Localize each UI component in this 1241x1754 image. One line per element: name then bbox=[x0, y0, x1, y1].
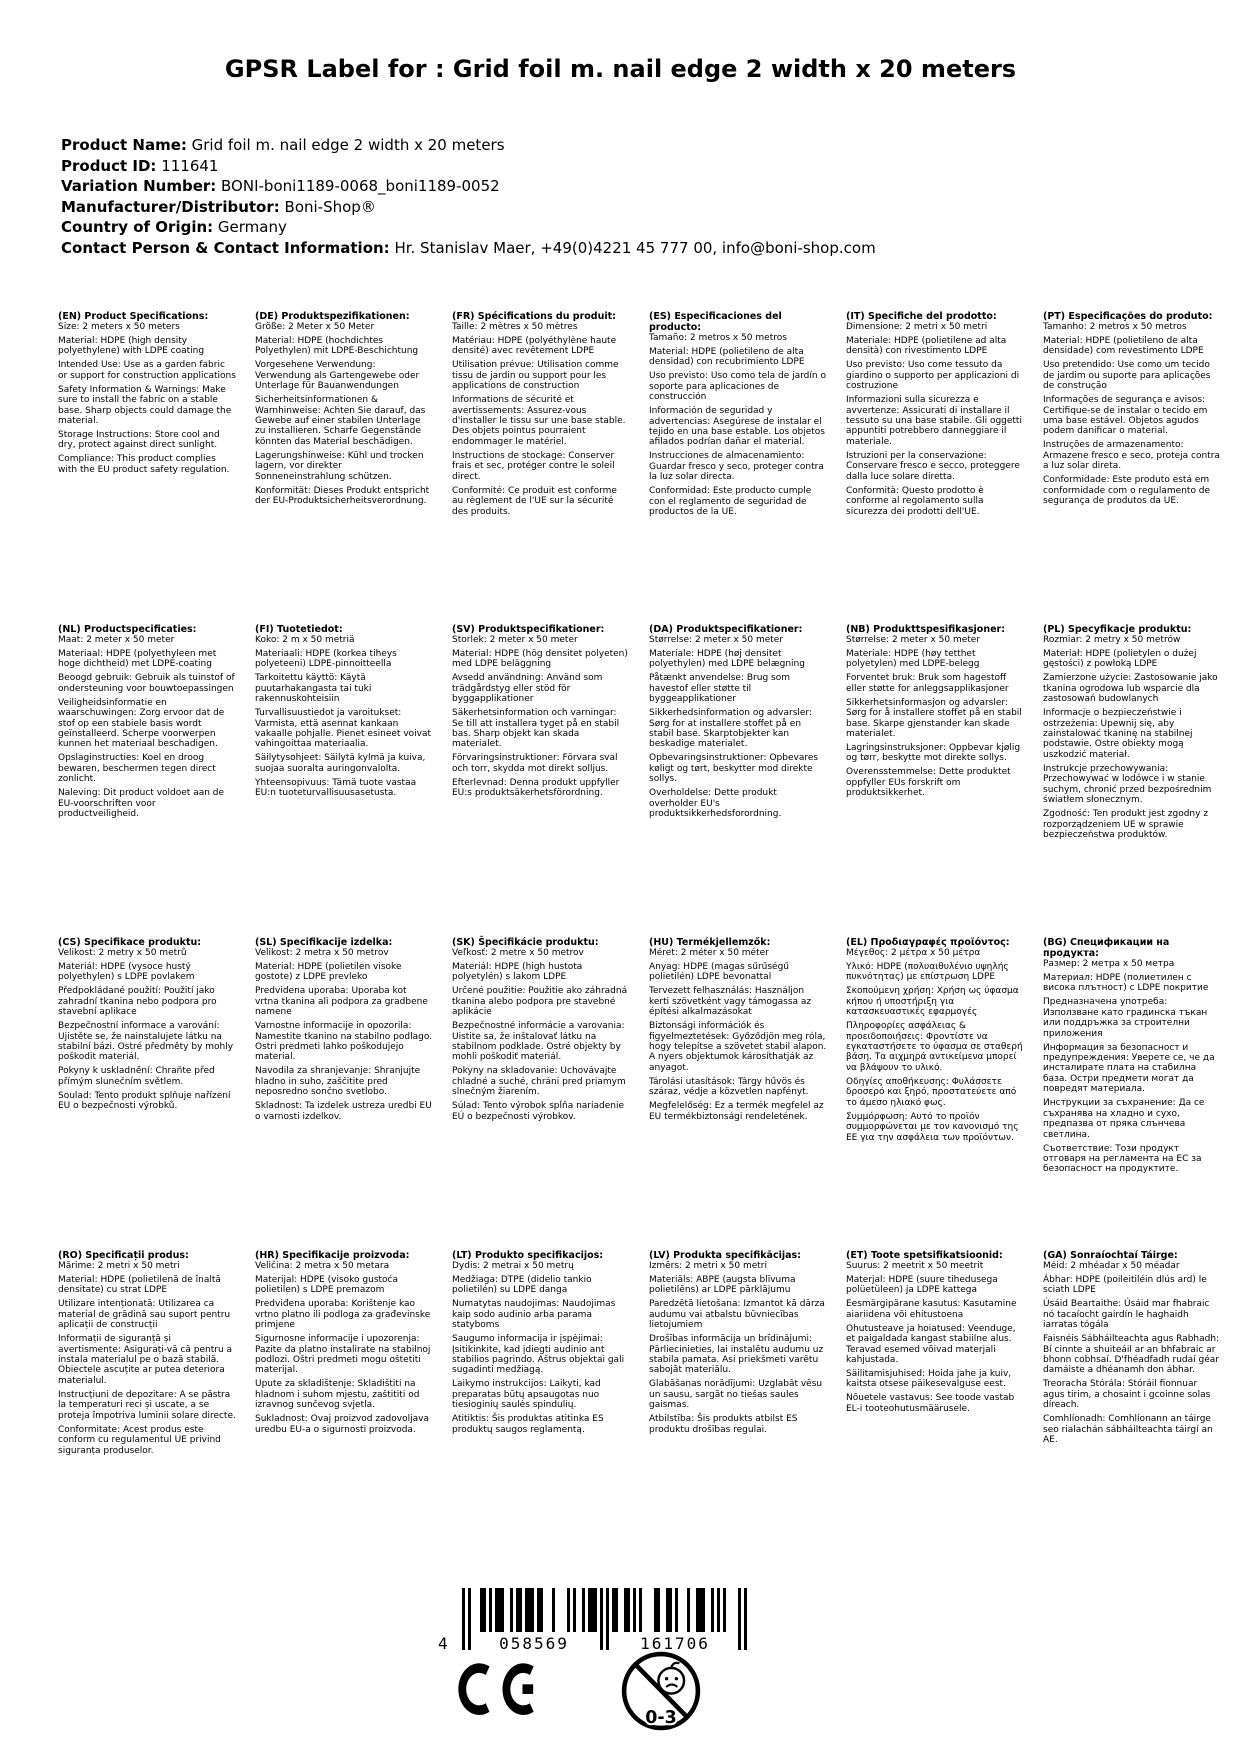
lang-block-paragraph: Drošības informācija un brīdinājumi: Pārliecinieties, lai instalētu audumu uz stabila pamata. Asi priekšmeti varētu sabojāt materiālu. bbox=[649, 1334, 824, 1376]
lang-block-paragraph: Safety Information & Warnings: Make sure to install the fabric on a stable base. Sharp objects could damage the material. bbox=[58, 384, 232, 427]
lang-block-paragraph: Material: HDPE (high density polyethylene) with LDPE coating bbox=[58, 335, 205, 357]
lang-block-paragraph: Instrucțiuni de depozitare: A se păstra la temperaturi reci și uscate, a se proteja împotriva luminii solare directe. bbox=[58, 1389, 236, 1421]
lang-block-paragraph: Uso previsto: Uso como tela de jardín o soporte para aplicaciones de construcción bbox=[649, 371, 826, 403]
lang-block-paragraph: Méid: 2 mhéadar x 50 méadar bbox=[1043, 1261, 1180, 1272]
lang-block-paragraph: Treoracha Stórála: Stóráil fionnuar agus tirim, a chosaint i gcoinne solas díreach. bbox=[1043, 1379, 1211, 1411]
lang-block-paragraph: Určené použitie: Použitie ako záhradná tkanina alebo podpora pre stavebné aplikácie bbox=[452, 986, 628, 1018]
lang-block-paragraph: Instrucciones de almacenamiento: Guardar fresco y seco, proteger contra la luz solar directa. bbox=[649, 451, 824, 483]
lang-block-paragraph: Úsáid Beartaithe: Úsáid mar fhabraic nó tacaíocht gairdín le haghaidh iarratas tógála bbox=[1043, 1299, 1210, 1331]
lang-block-pl bbox=[1043, 624, 1221, 937]
lang-block-hr bbox=[255, 1250, 433, 1563]
lang-block-lv bbox=[649, 1250, 827, 1563]
lang-block-paragraph: Numatytas naudojimas: Naudojimas kaip sodo audinio arba parama statyboms bbox=[452, 1299, 616, 1331]
lang-block-paragraph: Predviđena uporaba: Korištenje kao vrtno platno ili podloga za građevinske primjene bbox=[255, 1299, 431, 1331]
lang-block-paragraph: Předpokládané použití: Použití jako zahradní tkanina nebo podpora pro stavební aplikace bbox=[58, 986, 217, 1018]
lang-block-paragraph: Dydis: 2 metrai x 50 metrų bbox=[452, 1261, 574, 1272]
product-info bbox=[61, 135, 876, 259]
info-value: Hr. Stanislav Maer, +49(0)4221 45 777 00, info@boni-shop.com bbox=[389, 238, 876, 257]
lang-block-paragraph: Sikkerhedsinformation og advarsler: Sørg for at installere stoffet på en stabil base. Skarptobjekter kan beskadige materialet. bbox=[649, 708, 812, 750]
lang-block-paragraph: Säilitamisjuhised: Hoida jahe ja kuiv, kaitsta otsese päikesevalguse eest. bbox=[846, 1368, 1012, 1390]
lang-block-es bbox=[649, 311, 827, 624]
lang-block-paragraph: Yhteensopivuus: Tämä tuote vastaa EU:n tuoteturvallisuusasetusta. bbox=[255, 777, 417, 799]
lang-block-paragraph: Instrukcje przechowywania: Przechowywać w lodówce i w stanie suchym, chronić przed bezpośrednim światłem słonecznym. bbox=[1043, 763, 1212, 806]
lang-block-paragraph: Matériau: HDPE (polyéthylène haute densité) avec revêtement LDPE bbox=[452, 335, 617, 357]
lang-block-paragraph: Zgodność: Ten produkt jest zgodny z rozporządzeniem UE w sprawie bezpieczeństwa produktów. bbox=[1043, 809, 1209, 840]
lang-block-paragraph: Biztonsági információk és figyelmeztetések: Győződjön meg róla, hogy telepítse a szövetet stabil alapon. A nyers objektumok károsíthatják az anyagot. bbox=[649, 1021, 827, 1073]
lang-block-fi bbox=[255, 624, 433, 937]
lang-block-paragraph: Μέγεθος: 2 μέτρα x 50 μέτρα bbox=[846, 948, 981, 959]
lang-block-paragraph: Turvallisuustiedot ja varoitukset: Varmista, että asennat kankaan vakaalle pohjalle. Pienet esineet voivat vahingoittaa materiaalia. bbox=[255, 708, 432, 750]
lang-block-paragraph: Veľkosť: 2 metre x 50 metrov bbox=[452, 948, 584, 959]
lang-block-cs bbox=[58, 937, 236, 1250]
lang-block-paragraph: Varnostne informacije in opozorila: Namestite tkanino na stabilno podlago. Ostri predmeti lahko poškodujejo material. bbox=[255, 1021, 433, 1063]
info-row-3 bbox=[61, 197, 876, 218]
lang-block-heading: (EL) Προδιαγραφές προϊόντος: bbox=[846, 937, 1010, 948]
lang-block-paragraph: Atitiktis: Šis produktas atitinka ES produktų saugos reglamentą. bbox=[452, 1414, 604, 1435]
lang-block-paragraph: Instruções de armazenamento: Armazene fresco e seco, proteja contra a luz solar direta. bbox=[1043, 440, 1220, 472]
lang-block-paragraph: Uso pretendido: Use como um tecido de jardim ou suporte para aplicações de construção bbox=[1043, 360, 1211, 392]
lang-block-paragraph: Storlek: 2 meter x 50 meter bbox=[452, 635, 578, 646]
lang-block-paragraph: Tarkoitettu käyttö: Käytä puutarhakangasta tai tuki rakennuskohteisiin bbox=[255, 673, 372, 705]
lang-block-paragraph: Intended Use: Use as a garden fabric or support for construction applications bbox=[58, 360, 236, 381]
lang-block-heading: (HU) Termékjellemzők: bbox=[649, 937, 771, 948]
lang-block-paragraph: Conformitate: Acest produs este conform cu regulamentul UE privind siguranța produselor. bbox=[58, 1424, 221, 1456]
lang-block-paragraph: Saugumo informacija ir įspėjimai: Įsitikinkite, kad įdiegti audinio ant stabilios pagrindo. Aštrus objektai gali sugadinti medžiagą. bbox=[452, 1334, 625, 1376]
lang-block-paragraph: Predvidena uporaba: Uporaba kot vrtna tkanina ali podpora za gradbene namene bbox=[255, 986, 428, 1018]
lang-block-paragraph: Materijal: HDPE (visoko gustoća polietilen) s LDPE premazom bbox=[255, 1274, 399, 1296]
lang-block-pt bbox=[1043, 311, 1221, 624]
info-value: Boni-Shop® bbox=[279, 197, 376, 216]
lang-block-sk bbox=[452, 937, 630, 1250]
lang-block-paragraph: Opbevaringsinstruktioner: Opbevares køligt og tørt, beskytter mod direkte sollys. bbox=[649, 753, 819, 785]
lang-block-paragraph: Conformidad: Este producto cumple con el reglamento de seguridad de productos de la UE. bbox=[649, 486, 812, 518]
lang-block-paragraph: Størrelse: 2 meter x 50 meter bbox=[846, 635, 981, 646]
lang-block-paragraph: Material: HDPE (polietileno de alta densidade) com revestimento LDPE bbox=[1043, 335, 1204, 357]
lang-block-paragraph: Zamierzone użycie: Zastosowanie jako tkanina ogrodowa lub wsparcie dla zastosowań budowlanych bbox=[1043, 673, 1218, 705]
lang-block-paragraph: Utilisation prévue: Utilisation comme tissu de jardin ou support pour les applications de construction bbox=[452, 360, 619, 392]
lang-block-paragraph: Tamanho: 2 metros x 50 metros bbox=[1043, 322, 1187, 333]
lang-block-nb bbox=[846, 624, 1024, 937]
lang-block-paragraph: Veličina: 2 metra x 50 metara bbox=[255, 1261, 390, 1272]
info-label: Country of Origin: bbox=[61, 218, 214, 237]
lang-block-sv bbox=[452, 624, 630, 937]
lang-block-paragraph: Material: HDPE (polietilenă de înaltă densitate) cu strat LDPE bbox=[58, 1274, 221, 1296]
lang-block-paragraph: Informacje o bezpieczeństwie i ostrzeżenia: Upewnij się, aby zainstalować tkaninę na stabilnej podstawie. Ostre obiekty mogą uszkodzić materiał. bbox=[1043, 708, 1193, 760]
barcode-digit-system: 4 bbox=[438, 1634, 448, 1653]
info-label: Product Name: bbox=[61, 136, 187, 154]
lang-block-paragraph: Материал: HDPE (полиетилен с висока плътност) с LDPE покритие bbox=[1043, 972, 1209, 994]
lang-block-paragraph: Materiaal: HDPE (polyethyleen met hoge dichtheid) met LDPE-coating bbox=[58, 648, 217, 670]
lang-block-paragraph: Izmērs: 2 metri x 50 metri bbox=[649, 1261, 767, 1272]
lang-block-heading: (FI) Tuotetiedot: bbox=[255, 624, 343, 635]
lang-block-paragraph: Tervezett felhasználás: Használjon kerti szövetként vagy támogassa az építési alkalmazásokat bbox=[649, 986, 812, 1018]
lang-block-paragraph: Съответствие: Този продукт отговаря на регламента на ЕС за безопасност на продуктите. bbox=[1043, 1143, 1202, 1175]
lang-block-heading: (PT) Especificações do produto: bbox=[1043, 311, 1213, 322]
lang-block-heading: (PL) Specyfikacje produktu: bbox=[1043, 624, 1192, 635]
lang-block-paragraph: Materjal: HDPE (suure tihedusega polüetüleen) ja LDPE kattega bbox=[846, 1274, 998, 1296]
lang-block-paragraph: Material: HDPE (hochdichtes Polyethylen) mit LDPE-Beschichtung bbox=[255, 335, 419, 357]
lang-block-nl bbox=[58, 624, 236, 937]
lang-block-paragraph: Conformità: Questo prodotto è conforme al regolamento sulla sicurezza dei prodotti dell'UE. bbox=[846, 485, 984, 517]
lang-block-paragraph: Materiał: HDPE (polietylen o dużej gęstości) z powłoką LDPE bbox=[1043, 648, 1197, 670]
lang-block-paragraph: Ábhar: HDPE (poileitiléin dlús ard) le sciath LDPE bbox=[1043, 1274, 1207, 1296]
lang-block-paragraph: Οδηγίες αποθήκευσης: Φυλάσσετε δροσερό και ξηρό, προστατεύετε από το άμεσο ηλιακό φως. bbox=[846, 1076, 1017, 1108]
page-title: GPSR Label for : Grid foil m. nail edge 2 width x 20 meters bbox=[224, 55, 1017, 83]
lang-block-paragraph: Tamaño: 2 metros x 50 metros bbox=[649, 333, 787, 344]
lang-block-paragraph: Materiaali: HDPE (korkea tiheys polyeteeni) LDPE-pinnoitteella bbox=[255, 648, 397, 670]
lang-block-paragraph: Sukladnost: Ovaj proizvod zadovoljava uredbu EU-a o sigurnosti proizvoda. bbox=[255, 1414, 429, 1435]
barcode-group-right: 161706 bbox=[640, 1634, 710, 1653]
lang-block-lt bbox=[452, 1250, 630, 1563]
lang-block-heading: (FR) Spécifications du produit: bbox=[452, 311, 616, 322]
lang-block-sl bbox=[255, 937, 433, 1250]
lang-block-paragraph: Предназначена употреба: Използване като градинска тъкан или поддръжка за строителни приложения bbox=[1043, 997, 1208, 1039]
lang-block-paragraph: Forventet bruk: Bruk som hagestoff eller støtte for anleggsapplikasjoner bbox=[846, 673, 1009, 694]
lang-block-paragraph: Soulad: Tento produkt splňuje nařízení EU o bezpečnosti výrobků. bbox=[58, 1090, 231, 1112]
lang-block-paragraph: Utilizare intenționată: Utilizarea ca material de grădină sau suport pentru aplicații de construcții bbox=[58, 1299, 231, 1331]
lang-block-paragraph: Megfelelőség: Ez a termék megfelel az EU termékbiztonsági rendeletének. bbox=[649, 1101, 824, 1122]
info-row-0 bbox=[61, 135, 876, 156]
lang-block-paragraph: Comhlíonadh: Comhlíonann an táirge seo rialachán sábháilteachta táirgí an AE. bbox=[1043, 1414, 1213, 1446]
lang-block-heading: (CS) Specifikace produktu: bbox=[58, 937, 202, 948]
lang-block-heading: (RO) Specificații produs: bbox=[58, 1250, 189, 1261]
lang-block-el bbox=[846, 937, 1024, 1250]
lang-block-paragraph: Skladnost: Ta izdelek ustreza uredbi EU o varnosti izdelkov. bbox=[255, 1101, 432, 1122]
lang-block-paragraph: Material: HDPE (polietileno de alta densidad) con recubrimiento LDPE bbox=[649, 346, 805, 368]
lang-block-paragraph: Dimensione: 2 metri x 50 metri bbox=[846, 322, 988, 333]
info-label: Variation Number: bbox=[61, 177, 217, 196]
lang-block-paragraph: Compliance: This product complies with the EU product safety regulation. bbox=[58, 454, 230, 475]
lang-block-heading: (IT) Specifiche del prodotto: bbox=[846, 311, 997, 322]
lang-block-heading: (SL) Specifikacije izdelka: bbox=[255, 937, 393, 948]
lang-block-paragraph: Faisnéis Sábháilteachta agus Rabhadh: Bí cinnte a shuiteáil ar an bhfabraic ar bhonn cobhsaí. D'fhéadfadh rudaí géar damáiste a dhéanamh don ábhar. bbox=[1043, 1334, 1220, 1376]
info-label: Product ID: bbox=[61, 156, 157, 175]
lang-block-heading: (SV) Produktspecifikationer: bbox=[452, 624, 605, 635]
info-value: Grid foil m. nail edge 2 width x 20 meters bbox=[186, 136, 505, 154]
lang-block-paragraph: Pokyny k uskladnění: Chraňte před přímým slunečním světlem. bbox=[58, 1066, 215, 1087]
lang-block-paragraph: Material: HDPE (hög densitet polyeten) med LDPE beläggning bbox=[452, 648, 628, 670]
age-warning-text: 0-3 bbox=[645, 1707, 677, 1728]
lang-block-paragraph: Anyag: HDPE (magas sűrűségű polietilén) LDPE bevonattal bbox=[649, 961, 789, 983]
lang-block-paragraph: Maat: 2 meter x 50 meter bbox=[58, 635, 175, 646]
lang-block-paragraph: Beoogd gebruik: Gebruik als tuinstof of ondersteuning voor bouwtoepassingen bbox=[58, 673, 235, 694]
lang-block-paragraph: Velikost: 2 metry x 50 metrů bbox=[58, 948, 187, 959]
lang-block-paragraph: Materiál: HDPE (vysoce hustý polyethylen) s LDPE povlakem bbox=[58, 961, 195, 983]
lang-block-heading: (DA) Produktspecifikationer: bbox=[649, 624, 803, 635]
lang-block-da bbox=[649, 624, 827, 937]
lang-block-paragraph: Σκοπούμενη χρήση: Χρήση ως ύφασμα κήπου ή υποστήριξη για κατασκευαστικές εφαρμογές bbox=[846, 986, 1019, 1018]
lang-block-ga bbox=[1043, 1250, 1221, 1563]
lang-block-paragraph: Säilytysohjeet: Säilytä kylmä ja kuiva, suojaa suoralta auringonvalolta. bbox=[255, 753, 426, 774]
lang-block-paragraph: Υλικό: HDPE (πολυαιθυλένιο υψηλής πυκνότητας) με επίστρωση LDPE bbox=[846, 961, 1009, 983]
lang-block-paragraph: Tárolási utasítások: Tárgy hűvös és száraz, védje a közvetlen napfényt. bbox=[649, 1076, 809, 1098]
lang-block-en bbox=[58, 311, 236, 624]
lang-block-paragraph: Sicherheitsinformationen & Warnhinweise: Achten Sie darauf, das Gewebe auf einer stabilen Unterlage zu installieren. Scharfe Gegenstände könnten das Material beschädigen. bbox=[255, 395, 426, 447]
language-blocks bbox=[58, 311, 1221, 1563]
lang-block-paragraph: Materiale: HDPE (polietilene ad alta densità) con rivestimento LDPE bbox=[846, 335, 1007, 357]
lang-block-paragraph: Overholdelse: Dette produkt overholder EU's produktsikkerhedsforordning. bbox=[649, 788, 782, 820]
lang-block-paragraph: Información de seguridad y advertencias: Asegúrese de instalar el tejido en una base estable. Los objetos afilados podrían dañar el material. bbox=[649, 406, 825, 448]
info-row-1 bbox=[61, 156, 876, 177]
lang-block-paragraph: Suurus: 2 meetrit x 50 meetrit bbox=[846, 1261, 984, 1272]
lang-block-paragraph: Größe: 2 Meter x 50 Meter bbox=[255, 322, 375, 333]
lang-block-paragraph: Størrelse: 2 meter x 50 meter bbox=[649, 635, 784, 646]
baby-face-icon bbox=[658, 1663, 684, 1694]
lang-block-paragraph: Säkerhetsinformation och varningar: Se till att installera tyget på en stabil bas. Sharp objekt kan skada materialet. bbox=[452, 708, 620, 750]
lang-block-et bbox=[846, 1250, 1024, 1563]
lang-block-paragraph: Naleving: Dit product voldoet aan de EU-voorschriften voor productveiligheid. bbox=[58, 788, 225, 820]
lang-block-heading: (BG) Спецификации на продукта: bbox=[1043, 937, 1170, 960]
lang-block-paragraph: Pokyny na skladovanie: Uchovávajte chladné a suché, chráni pred priamym slnečným žiarením. bbox=[452, 1066, 626, 1098]
lang-block-paragraph: Påtænkt anvendelse: Brug som havestof eller støtte til byggeapplikationer bbox=[649, 673, 790, 705]
lang-block-it bbox=[846, 311, 1024, 624]
lang-block-paragraph: Размер: 2 метра x 50 метра bbox=[1043, 959, 1175, 970]
lang-block-paragraph: Conformidade: Este produto está em conformidade com o regulamento de segurança de produtos da UE. bbox=[1043, 475, 1211, 507]
lang-block-heading: (GA) Sonraíochtaí Táirge: bbox=[1043, 1250, 1178, 1261]
lang-block-paragraph: Rozmiar: 2 metry x 50 metrów bbox=[1043, 635, 1181, 646]
lang-block-paragraph: Navodila za shranjevanje: Shranjujte hladno in suho, zaščitite pred neposredno sončno svetlobo. bbox=[255, 1066, 421, 1098]
lang-block-paragraph: Méret: 2 méter x 50 méter bbox=[649, 948, 769, 959]
lang-block-paragraph: Materiale: HDPE (høy tetthet polyetylen) med LDPE-belegg bbox=[846, 648, 980, 670]
info-label: Contact Person & Contact Information: bbox=[61, 238, 390, 257]
lang-block-fr bbox=[452, 311, 630, 624]
lang-block-hu bbox=[649, 937, 827, 1250]
age-warning-0-3-icon bbox=[620, 1650, 702, 1732]
lang-block-paragraph: Laikymo instrukcijos: Laikyti, kad preparatas būtų apsaugotas nuo tiesioginių saulės spindulių. bbox=[452, 1379, 601, 1411]
info-value: Germany bbox=[213, 218, 287, 237]
lang-block-paragraph: Storage Instructions: Store cool and dry, protect against direct sunlight. bbox=[58, 429, 220, 451]
lang-block-heading: (NB) Produkttspesifikasjoner: bbox=[846, 624, 1006, 635]
lang-block-bg bbox=[1043, 937, 1221, 1250]
info-value: BONI-boni1189-0068_boni1189-0052 bbox=[216, 177, 500, 196]
lang-block-paragraph: Conformité: Ce produit est conforme au règlement de l'UE sur la sécurité des produits. bbox=[452, 485, 617, 517]
lang-block-paragraph: Taille: 2 mètres x 50 mètres bbox=[452, 322, 578, 333]
lang-block-heading: (SK) Špecifikácie produktu: bbox=[452, 937, 599, 948]
lang-block-paragraph: Atbilstība: Šis produkts atbilst ES produktu drošības regulai. bbox=[649, 1414, 798, 1435]
lang-block-paragraph: Istruzioni per la conservazione: Conservare fresco e secco, proteggere dalla luce solare diretta. bbox=[846, 450, 1020, 482]
info-row-5 bbox=[61, 238, 876, 259]
lang-block-paragraph: Glabāšanas norādījumi: Uzglabāt vēsu un sausu, sargāt no tiešas saules gaismas. bbox=[649, 1379, 823, 1411]
lang-block-paragraph: Súlad: Tento výrobok spĺňa nariadenie EÚ o bezpečnosti výrobkov. bbox=[452, 1101, 625, 1122]
lang-block-paragraph: Informazioni sulla sicurezza e avvertenze: Assicurati di installare il tessuto su una base stabile. Gli oggetti appuntiti potrebbero danneggiare il materiale. bbox=[846, 395, 1022, 447]
lang-block-paragraph: Vorgesehene Verwendung: Verwendung als Gartengewebe oder Unterlage für Bauanwendungen bbox=[255, 360, 420, 392]
lang-block-paragraph: Velikost: 2 metra x 50 metrov bbox=[255, 948, 389, 959]
lang-block-paragraph: Koko: 2 m x 50 metriä bbox=[255, 635, 355, 646]
lang-block-paragraph: Eesmärgipärane kasutus: Kasutamine aiariidena või ehitustoena bbox=[846, 1299, 1017, 1320]
lang-block-paragraph: Информация за безопасност и предупреждения: Уверете се, че да инсталирате плата на стабилна база. Остри предмети могат да повредят материала. bbox=[1043, 1042, 1215, 1095]
lang-block-paragraph: Sigurnosne informacije i upozorenja: Pazite da platno instalirate na stabilnoj podlozi. Oštri predmeti mogu oštetiti materijal. bbox=[255, 1334, 431, 1376]
lang-block-paragraph: Bezpečnostné informácie a varovania: Uistite sa, že inštalovať látku na stabilnom podklade. Ostré objekty by mohli poškodiť materiál. bbox=[452, 1021, 625, 1063]
ce-mark-icon bbox=[452, 1662, 536, 1718]
lang-block-paragraph: Size: 2 meters x 50 meters bbox=[58, 322, 180, 333]
lang-block-heading: (ES) Especificaciones del producto: bbox=[649, 311, 782, 334]
lang-block-paragraph: Medžiaga: DTPE (didelio tankio polietilén) su LDPE danga bbox=[452, 1274, 592, 1296]
lang-block-paragraph: Uso previsto: Uso come tessuto da giardino o supporto per applicazioni di costruzione bbox=[846, 360, 1020, 392]
lang-block-paragraph: Nõuetele vastavus: See toode vastab EL-i tooteohutusmäärusele. bbox=[846, 1393, 1015, 1414]
lang-block-heading: (DE) Produktspezifikationen: bbox=[255, 311, 410, 322]
lang-block-paragraph: Materiale: HDPE (høj densitet polyethylen) med LDPE belægning bbox=[649, 648, 805, 670]
ean-barcode bbox=[424, 1588, 754, 1654]
lang-block-paragraph: Informações de segurança e avisos: Certifique-se de instalar o tecido em uma base estável. Objetos agudos podem danificar o material. bbox=[1043, 395, 1208, 437]
lang-block-paragraph: Инструкции за съхранение: Да се съхранява на хладно и сухо, предпазва от пряка слънчева светлина. bbox=[1043, 1098, 1205, 1140]
info-row-4 bbox=[61, 217, 876, 238]
lang-block-paragraph: Πληροφορίες ασφάλειας & προειδοποιήσεις: Φροντίστε να εγκαταστήσετε το ύφασμα σε σταθερή βάση. Τα αιχμηρά αντικείμενα μπορεί να βλάψουν το υλικό. bbox=[846, 1021, 1023, 1073]
lang-block-paragraph: Lagerungshinweise: Kühl und trocken lagern, vor direkter Sonneneinstrahlung schützen. bbox=[255, 450, 424, 482]
lang-block-heading: (NL) Productspecificaties: bbox=[58, 624, 197, 635]
lang-block-paragraph: Paredzētā lietošana: Izmantot kā dārza audumu vai atbalstu būvniecības lietojumiem bbox=[649, 1299, 825, 1331]
info-row-2 bbox=[61, 176, 876, 197]
lang-block-paragraph: Veiligheidsinformatie en waarschuwingen: Zorg ervoor dat de stof op een stabiele basis wordt geïnstalleerd. Scherpe voorwerpen kunnen het materiaal beschadigen. bbox=[58, 697, 225, 750]
lang-block-heading: (LT) Produkto specifikacijos: bbox=[452, 1250, 604, 1261]
lang-block-paragraph: Materiál: HDPE (high hustota polyetylén) s lakom LDPE bbox=[452, 961, 583, 983]
lang-block-paragraph: Material: HDPE (polietilen visoke gostote) z LDPE prevleko bbox=[255, 961, 402, 983]
lang-block-heading: (HR) Specifikacije proizvoda: bbox=[255, 1250, 410, 1261]
info-value: 111641 bbox=[156, 156, 219, 175]
lang-block-paragraph: Förvaringsinstruktioner: Förvara sval och torr, skydda mot direkt solljus. bbox=[452, 753, 618, 774]
lang-block-paragraph: Efterlevnad: Denna produkt uppfyller EU:s produktsäkerhetsförordning. bbox=[452, 777, 620, 799]
lang-block-de bbox=[255, 311, 433, 624]
lang-block-paragraph: Mărime: 2 metri x 50 metri bbox=[58, 1261, 180, 1272]
lang-block-paragraph: Bezpečnostní informace a varování: Ujistěte se, že nainstalujete látku na stabilní bázi. Ostré předměty by mohly poškodit materiál. bbox=[58, 1021, 234, 1063]
lang-block-paragraph: Materiāls: ABPE (augsta blīvuma polietilēns) ar LDPE pārklājumu bbox=[649, 1274, 796, 1296]
lang-block-paragraph: Informations de sécurité et avertissements: Assurez-vous d'installer le tissu sur une base stable. Des objets pointus pourraient endommager le matériel. bbox=[452, 395, 626, 447]
lang-block-paragraph: Lagringsinstruksjoner: Oppbevar kjølig og tørr, beskytte mot direkte sollys. bbox=[846, 742, 1021, 764]
info-label: Manufacturer/Distributor: bbox=[61, 197, 280, 216]
lang-block-paragraph: Avsedd användning: Använd som trädgårdstyg eller stöd för byggapplikationer bbox=[452, 673, 603, 705]
barcode-group-left: 058569 bbox=[499, 1634, 569, 1653]
lang-block-heading: (ET) Toote spetsifikatsioonid: bbox=[846, 1250, 1003, 1261]
lang-block-ro bbox=[58, 1250, 236, 1563]
lang-block-paragraph: Instructions de stockage: Conserver frais et sec, protéger contre le soleil direct. bbox=[452, 450, 615, 482]
lang-block-heading: (EN) Product Specifications: bbox=[58, 311, 209, 322]
lang-block-paragraph: Konformität: Dieses Produkt entspricht der EU-Produktsicherheitsverordnung. bbox=[255, 485, 430, 507]
lang-block-paragraph: Ohutusteave ja hoiatused: Veenduge, et paigaldada kangast stabiilne alus. Teravad esemed võivad materjali kahjustada. bbox=[846, 1323, 1016, 1366]
lang-block-paragraph: Συμμόρφωση: Αυτό το προϊόν συμμορφώνεται με τον κανονισμό της ΕΕ για την ασφάλεια των προϊόντων. bbox=[846, 1111, 1019, 1143]
lang-block-paragraph: Opslaginstructies: Koel en droog bewaren, beschermen tegen direct zonlicht. bbox=[58, 753, 216, 785]
lang-block-paragraph: Sikkerhetsinformasjon og advarsler: Sørg for å installere stoffet på en stabil base. Skarpe gjenstander kan skade materialet. bbox=[846, 697, 1022, 740]
lang-block-paragraph: Overensstemmelse: Dette produktet oppfyller EUs forskrift om produktsikkerhet. bbox=[846, 767, 1011, 799]
lang-block-paragraph: Informații de siguranță și avertismente: Asigurați-vă că pentru a instala materialul pe o bază stabilă. Obiectele ascuțite ar putea deteriora materialul. bbox=[58, 1334, 233, 1386]
lang-block-paragraph: Upute za skladištenje: Skladištiti na hladnom i suhom mjestu, zaštititi od izravnog sunčevog svjetla. bbox=[255, 1379, 420, 1411]
lang-block-heading: (LV) Produkta specifikācijas: bbox=[649, 1250, 801, 1261]
